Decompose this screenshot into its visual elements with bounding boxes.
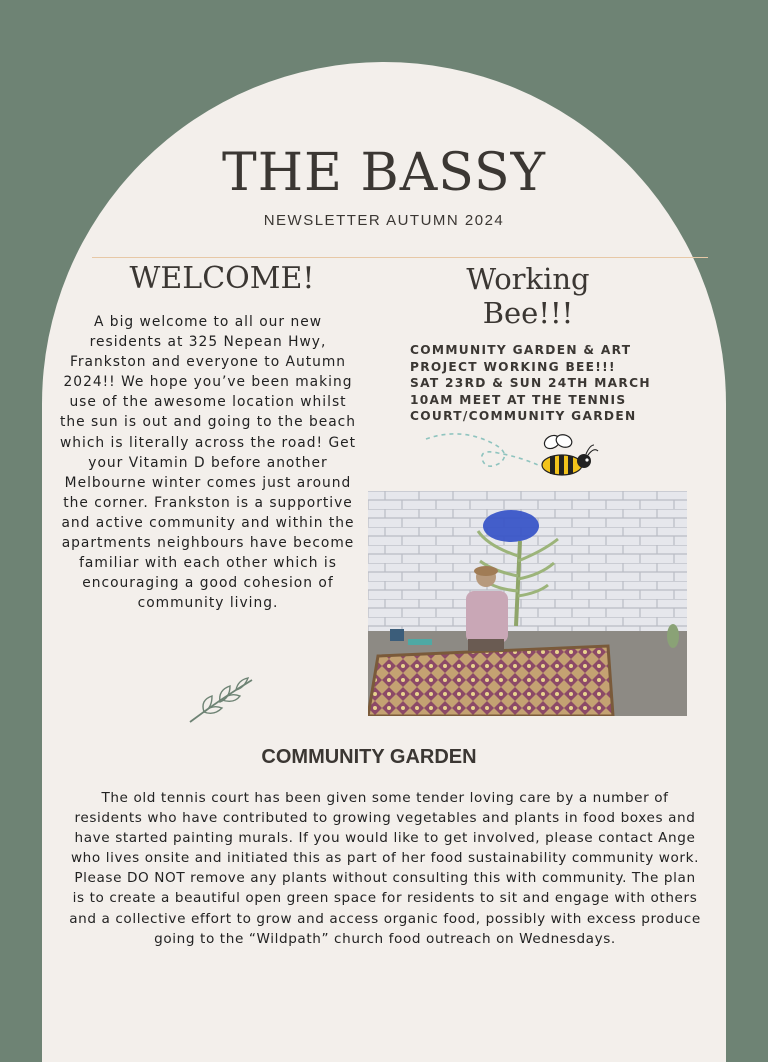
header-divider <box>92 257 708 258</box>
community-garden-heading: COMMUNITY GARDEN <box>261 746 477 768</box>
welcome-heading: WELCOME! <box>129 261 315 296</box>
working-bee-heading: Working Bee!!! <box>466 262 590 330</box>
community-garden-body: The old tennis court has been given some tender loving care by a number of residents who have contributed to growing vegetables and plants in food boxes and have started painting murals. If you would like to get involved, please contact Ange who lives onsite and initiated this as part of her food sustainability community work. Please DO NOT remove any plants without consulting this with community. The plan is to create a beautiful open green space for residents to sit and engage with others and a collective effort to grow and access organic food, possibly with excess produce going to the “Wildpath” church food outreach on Wednesdays. <box>69 790 701 947</box>
working-bee-details: COMMUNITY GARDEN & ART PROJECT WORKING BEE!!! SAT 23RD & SUN 24TH MARCH 10AM MEET AT THE TENNIS COURT/COMMUNITY GARDEN <box>410 343 651 423</box>
bee-icon <box>420 425 610 485</box>
leaf-icon <box>182 670 262 730</box>
mural-photo <box>368 491 687 716</box>
newsletter-subtitle: NEWSLETTER AUTUMN 2024 <box>263 212 505 229</box>
welcome-body: A big welcome to all our new residents at 325 Nepean Hwy, Frankston and everyone to Autumn 2024!! We hope you’ve been making use of the awesome location whilst the sun is out and going to the beach which is literally across the road! Get your Vitamin D before another Melbourne winter comes just around the corner. Frankston is a supportive and active community and within the apartments neighbours have become familiar with each other which is encouraging a good cohesion of community living. <box>59 314 357 612</box>
newsletter-title: THE BASSY <box>222 143 546 203</box>
